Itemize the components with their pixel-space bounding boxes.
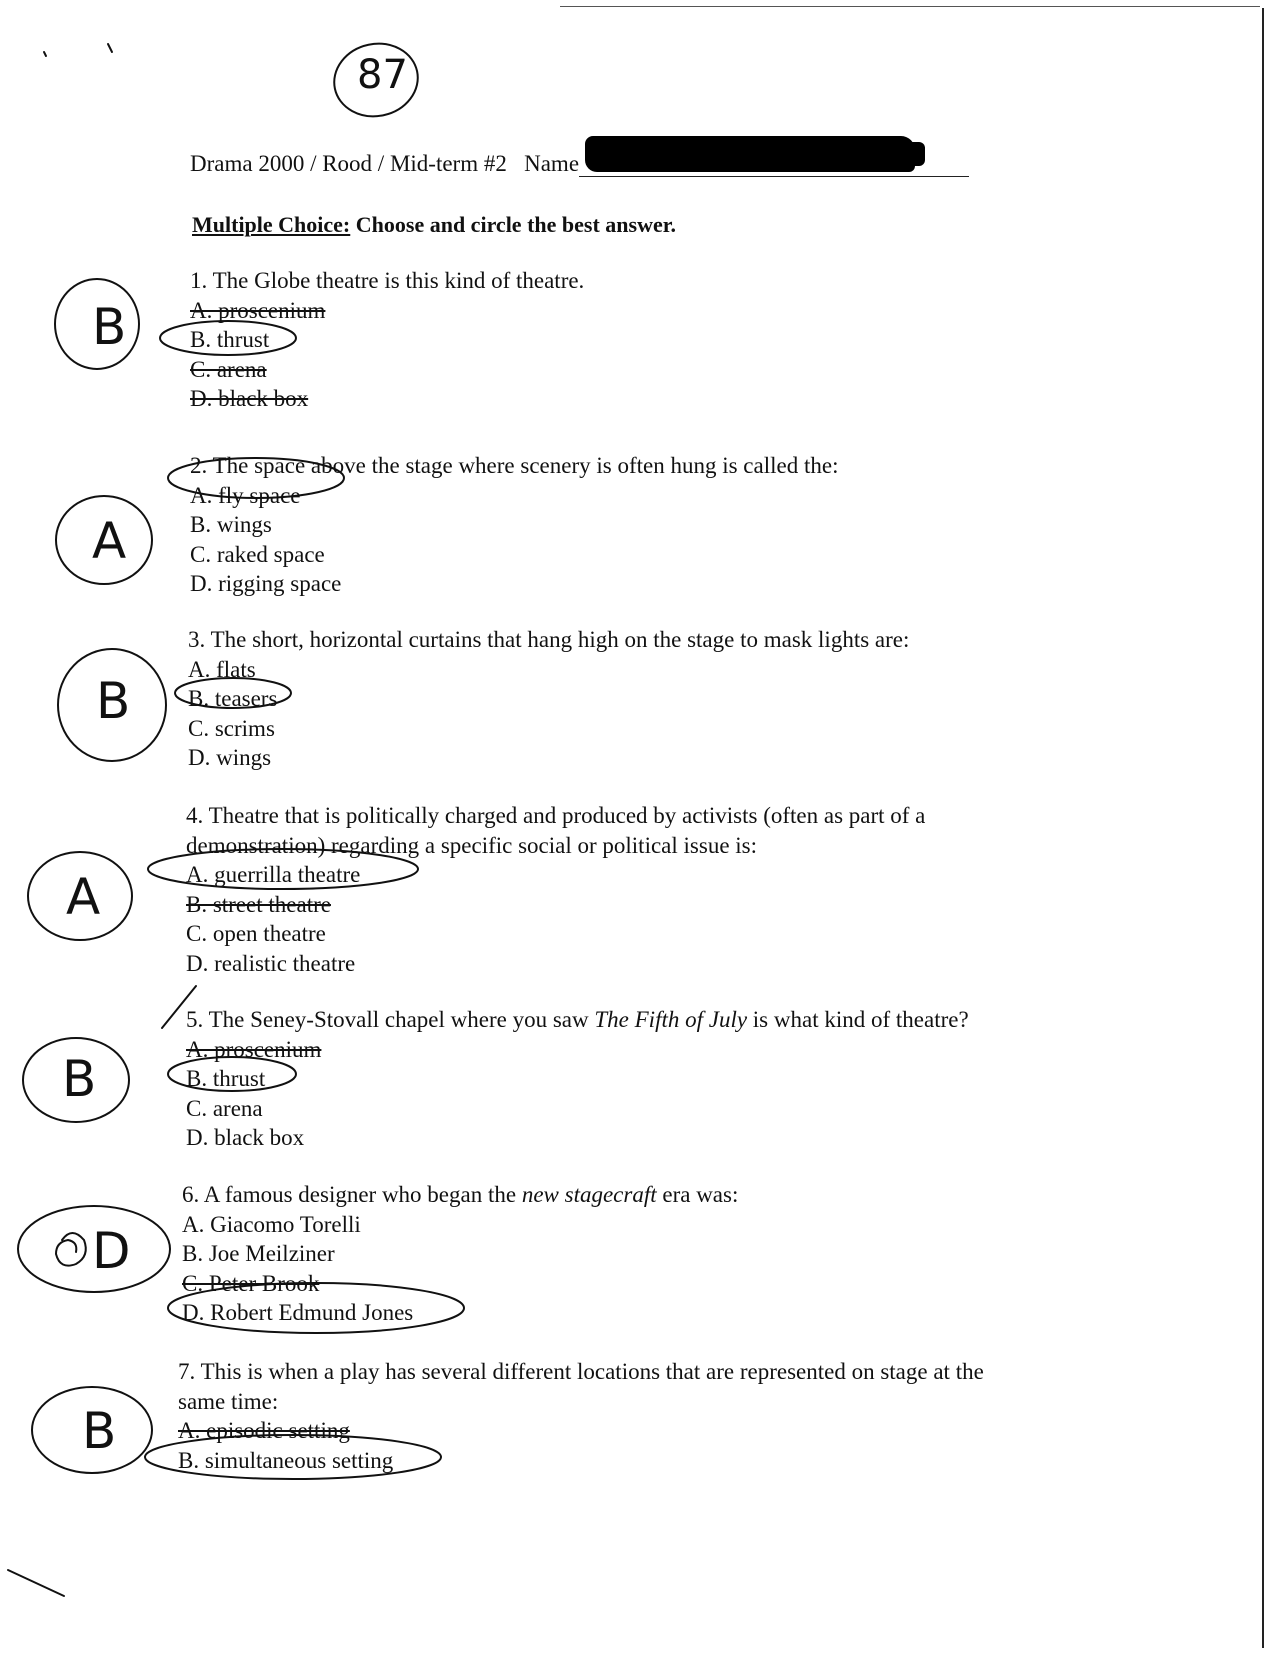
question-stem: 1. The Globe theatre is this kind of theatre.	[190, 268, 585, 293]
option-d: D. rigging space	[190, 571, 342, 596]
option-d: D. Robert Edmund Jones	[182, 1300, 414, 1325]
option-b: B. Joe Meilziner	[182, 1241, 335, 1266]
scan-edge-top	[560, 6, 1260, 7]
instructions-label: Multiple Choice:	[192, 212, 351, 237]
question-stem: 2. The space above the stage where scenery is often hung is called the:	[190, 453, 839, 478]
question-5	[186, 1005, 969, 1153]
option-b: B. teasers	[188, 686, 278, 711]
question-stem: 6. A famous designer who began the new stagecraft era was:	[182, 1182, 739, 1207]
option-d: D. black box	[190, 386, 309, 411]
margin-answer-3: B	[96, 672, 131, 730]
instructions	[192, 212, 676, 238]
question-stem: 7. This is when a play has several different locations that are represented on stage at the	[178, 1359, 984, 1384]
option-a: A. proscenium	[186, 1036, 322, 1062]
option-a: A. Giacomo Torelli	[182, 1211, 361, 1237]
question-3	[188, 625, 909, 773]
option-d: D. black box	[186, 1125, 305, 1150]
option-a: A. guerrilla theatre	[186, 862, 361, 887]
option-b: B. thrust	[186, 1066, 266, 1091]
option-b: B. simultaneous setting	[178, 1447, 394, 1473]
question-stem: 4. Theatre that is politically charged and produced by activists (often as part of a	[186, 803, 926, 828]
stray-mark	[8, 1570, 64, 1596]
question-stem: 5. The Seney-Stovall chapel where you saw The Fifth of July is what kind of theatre?	[186, 1007, 969, 1032]
option-a: A. episodic setting	[178, 1418, 350, 1443]
scan-edge-right	[1262, 8, 1264, 1648]
option-a: A. fly space	[190, 482, 301, 508]
option-a: A. flats	[188, 656, 256, 682]
margin-answer-7: B	[82, 1402, 117, 1460]
option-b: B. street theatre	[186, 891, 331, 917]
option-b: B. wings	[190, 512, 272, 537]
name-field	[579, 150, 969, 177]
instructions-text: Choose and circle the best answer.	[350, 212, 676, 237]
question-6	[182, 1180, 738, 1328]
option-b: B. thrust	[190, 327, 270, 352]
question-1	[190, 266, 584, 414]
question-stem: 3. The short, horizontal curtains that hang high on the stage to mask lights are:	[188, 627, 910, 652]
option-a: A. proscenium	[190, 297, 326, 323]
margin-answer-2: A	[92, 512, 127, 570]
margin-answer-5: B	[62, 1050, 97, 1108]
question-4	[186, 801, 925, 978]
margin-answer-4: A	[66, 868, 101, 926]
option-c: C. raked space	[190, 541, 325, 567]
option-d: D. wings	[188, 745, 272, 770]
question-stem-line2: same time:	[178, 1388, 279, 1414]
margin-answer-1: B	[92, 298, 127, 356]
question-7	[178, 1357, 984, 1475]
option-c: C. arena	[186, 1095, 263, 1121]
option-c: C. open theatre	[186, 921, 326, 946]
option-c: C. arena	[190, 356, 267, 382]
option-d: D. realistic theatre	[186, 950, 356, 976]
course-title: Drama 2000 / Rood / Mid-term #2	[190, 151, 507, 176]
name-redaction	[585, 136, 915, 172]
score-mark: 87	[357, 52, 408, 98]
exam-header	[190, 150, 969, 177]
option-c: C. scrims	[188, 715, 275, 741]
stray-mark	[44, 52, 46, 56]
margin-answer-6: D	[92, 1222, 131, 1280]
question-2	[190, 451, 838, 599]
scribble-mark	[56, 1233, 86, 1266]
stray-mark	[108, 44, 112, 52]
question-stem-line2: demonstration) regarding a specific social or political issue is:	[186, 832, 758, 858]
name-label: Name	[524, 151, 580, 176]
option-c: C. Peter Brook	[182, 1270, 320, 1296]
